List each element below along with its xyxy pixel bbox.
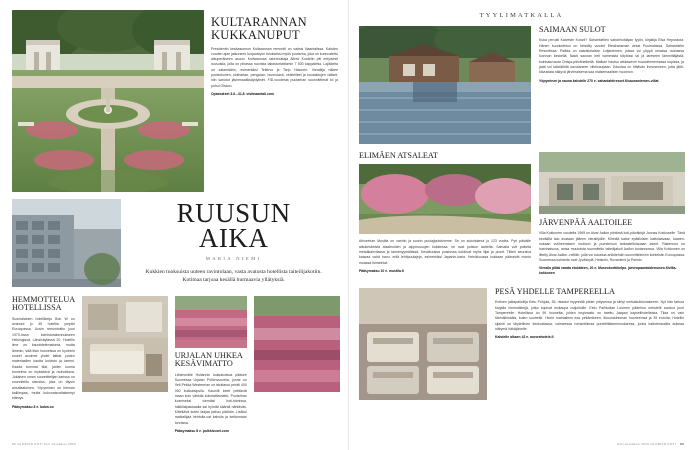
- article-title: KULTARANNAN KUKKANUPUT: [211, 15, 307, 42]
- article-body: Lähimmälle Hollannin kukkaloistoa pääsee Suomessa Urjalan Pöllönvuorella, jonne on Veli-Pekka Westerman on istuttanut peräti 400 000 kukkaisipulla. Kauniilt keeit peittävät maan kuin värikäs kokolattiamatto. Puutarhan luomiseksi viemiäsi koti-tuimissa, häkkilaipakkaalla sai hyödät sääntä nähtäväs. Kiitettävä kuten laajaa jatkuu päähän. Lisäksi matkailijaa hehtulla-vat kahvila ja keittomaan tonnissa.: [174, 372, 247, 425]
- left-mid-block: [12, 199, 338, 287]
- photo-hotel-room: [82, 296, 168, 392]
- photo-villa-kokkonen: [539, 152, 685, 214]
- feature-standfirst: Kukkien tuoksuista uuteen ravintolaan, vasta avatusta hotellista taiteilijakotiin. Kotimaa tarjoaa kesällä hurmaavia yllätyksiä.: [145, 268, 322, 284]
- section-kicker: [359, 10, 684, 26]
- article-info: Vierailu pitää varata etukäteen, 20 e. Museokorttikelpo. jarvenpaantaidemuseo.fi/villa-kokkonen: [539, 266, 677, 276]
- feature-title-line2: AIKA: [198, 222, 269, 253]
- article-pesa: [495, 288, 684, 400]
- article-body: Arboretum Mustila on vanhin ja suurin puulajipuistomme. Se on sukoistanut jo 123 vuotta. Pyri päiväile alkukeskeistä atsaleoiden ja alppiruusujen kukkiessa, ne ovat puiston aarteita. Samalla voit poiketa metsäkahvilassa ja taimimyymälässä. Kesäkuussa puistossa kukkivat myös liljat ja pionit. Tiliteri seuraiva kaavaa vahä havu: erilä lehtipuulajeja, esimerkiksi Japanin-karla. Heinäkuussa kukkaan pääsevät monin muassa tsimeiniat.: [359, 239, 531, 265]
- photo-capsule-hotel: [359, 288, 487, 400]
- feature-byline: MARIA NIEMI: [205, 255, 262, 261]
- article-body: Villa Kokkonen vuodelta 1969 on Alvar Aallon piirtämä koti-päiväkirjä Joonas Kokkoselle. Tänä keväällä talo avataan jälleen vierailijoille. Kiinnitä katse epätiloisen kattolaavaan, kaaren-nukaan vuilheenaisen mutioon ja puesteloun tarkasteltulauaan asent. Rakennus on harvinaisuus, anisa muutoista suunniteltu taiteilijakoti Aallon tuotannossa. Villa Kokkonen on litteity Alvar Aallon -reitillin, jolla voi tutustua arkkitehdin suunnittelemiin kohteisiin Euroopassa. Suomessa kohdeita ovat Jyväskylä, Helsinki, Rovaniemi ja Paimio.: [539, 231, 685, 262]
- article-info: Opastukset 3.6.–31.8. visitnaantali.com: [211, 92, 274, 96]
- right-row-3: [359, 288, 684, 400]
- folio-right-text: Koti-heinäkuu 2019 GLORIAN KOTI: [617, 442, 676, 446]
- article-title: PESÄ YHDELLE TAMPEREELLA: [495, 287, 615, 296]
- article-jarvenpaa: [539, 152, 685, 280]
- photo-hotel-exterior: [12, 199, 121, 287]
- section-kicker-label: TYYLIMATKALLA: [479, 12, 564, 19]
- photo-saimaa-cabin: [359, 26, 531, 144]
- article-body: Entinen jalkapalloilija Eetu Pohjola, 35, rikastui myynnillä pieter yritysensa ja siirtyi metsäsukkiorakeeen. Nyt hän tarkoa karjalla hirsimökkejä, jotka sopivat esikaupa majoituille. Eetu Paihkoilan Loumen päänhuu nehutelit auokoz juuri Tampereelle. Hotellissa on 99 huonetta, joiden inspiraatio on haettu Jaapan kapselihotelleista. Tilaa on vain täsmällimääis, kuten suotrelle. Hiorin mahtailens eas pekämikeen, tikoorakinnman huoneemsa ja 39 euroita, Hotellin sijainti on täydellinen keskustassa, vaimeessa romantiikesa puneitiitälseenmukaresa, jonka kattoterassilta aukeaa näkymä häkäjöivelle.: [495, 300, 684, 331]
- photo-flower-field-wide: [254, 296, 340, 392]
- article-title: ELIMÄEN ATSALEAT: [359, 151, 438, 160]
- article-info: Pääsymaksu 8 e. bobw.co: [12, 404, 54, 409]
- article-body: Suomalainen hotelliketju Bob W on avannut jo 45 hotellia ympäri Euroopassa. Uusin remontoitiin juuri 1970-luvun toimistorakennukseen Helsingissä, Länsiväylässä 20. Hotellin ilme on kaunistelematonta, mutta lämmin, sillä tilan huoneissa on hyvinkin suuret avoimet yhdet lattiat, joiden materiaalien kautta koivisto ja tammi. Kaada tummat tilat, joiden luoma tunnelma on mykistävä ja rauhoittava. Jokaisen oman suunnittelijan kanssa on suunniteltu sisustus, joka on täysin ainutlaatuinen. Yöpyminen on hieman kalliimpaa, mutta kokonaisvaltaisempi elämys.: [12, 316, 75, 401]
- article-urjalan-text-column: [254, 296, 340, 426]
- article-info: Pääsymaksu 10 e. mustila.fi: [359, 268, 404, 273]
- article-saimaan: [539, 26, 684, 144]
- article-title: JÄRVENPÄÄ AALTOILEE: [539, 218, 633, 227]
- folio-right-number: 83: [679, 442, 684, 446]
- article-info: Pääsymaksu 8 e. polkkivuori.com: [174, 428, 229, 433]
- feature-title-block: [129, 199, 338, 287]
- feature-title-line1: RUUSUN: [176, 198, 291, 228]
- photo-capsule-hotel-column: [359, 288, 487, 400]
- right-row-1: [359, 26, 684, 144]
- article-title: URJALAN UHKEA KESÄVIMATTO: [174, 351, 243, 369]
- article-title: SAIMAAN SULOT: [539, 25, 606, 34]
- page-right: [348, 0, 696, 450]
- right-row-2: [359, 152, 684, 280]
- left-top-block: [12, 10, 338, 192]
- article-title: HEMMOTTELUA HOTELLISSA: [12, 295, 75, 313]
- article-body: Presidentin kesäasunnon Kultarannan remontti on valmis Naantalissa. Kahden vuoden ajan jatkuneen korjaustyön tulokseksi myös puutarha, joka on kunnostettu alkuperäiseen asuun. Kultarannan rakennuttaja Alfred Kordelin piti erityisesti ruusuista, joita on pihassa nuorista lakastumattomin 7 500 kappaletta. Lajikkeita on satamäärin, esimerkiksi Tellervo ja Tarjo Halonen. Vierailija näkee puutarhurien, sinihartan, pengolan, hunnutasti, veistelleet ja kuusiaitojen väliset, niin sanotut jäsinmaatikkäydykset. FID-vuodesta puutarhan suunnitelmat loi ja puhui Olsson.: [211, 46, 338, 88]
- photo-mustila-azaleas: [359, 164, 531, 234]
- article-info: Yöpyminen ja sauna kahdelle 270 e. sahanlahtiresort.fi/saunaniemen-villat: [539, 78, 659, 83]
- article-info: Kahdelle alkaen 42 e. aurorahotels.fi: [495, 335, 554, 340]
- article-hemmottelua: [12, 296, 75, 426]
- article-kultaranta: [211, 10, 338, 192]
- article-urjalan-photo-column: [174, 296, 247, 433]
- folio-left-text: 82 GLORIAN KOTI Koti-heinäkuu 2019: [12, 442, 77, 446]
- photo-hotel-interior-column: [82, 296, 168, 426]
- folio-right: [359, 442, 684, 446]
- photo-flower-field: [175, 296, 247, 348]
- folio-left: [12, 442, 338, 446]
- photo-saimaa-column: [359, 26, 531, 144]
- photo-kultaranta-garden: [12, 10, 204, 192]
- article-body: Kuka perusti Kaiveste Konzil? Saharistellen saharihotilajan tyylin, kirjailija Elsa Heporauta. Hänen kunnioitetun on himoitty vuodet Etealransman virkat Puumalassa, Saharistelin Resorttissa. Paikka on saaristolaisen Lotjaniemen, joissa voi yöpyä omassa rauhassa luonnon keskellä. Nauti saunan heti vaimmista tölytössi tai ja lareseen lämmittäjästä, kuinnatuvauta Ontsja-päivähetkellä. Matkan hautsu arkkasevin muotoilememassa kupissa, ja jatat voi käärätöitä savotaneen viihtivaupaan. Edustaa on riittävän ihmoseneen, jotta jätiti-kävustala näkyvä järvimaisema saa maisemaalisen huomion.: [539, 38, 684, 75]
- left-bottom-block: [12, 295, 338, 433]
- article-elimaen: [359, 152, 531, 280]
